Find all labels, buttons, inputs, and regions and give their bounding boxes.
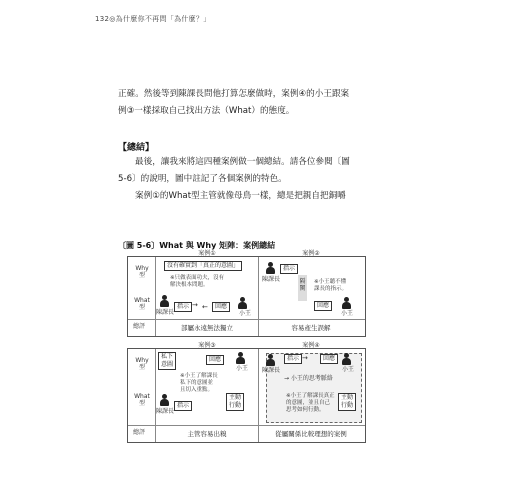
case-1-reply-box: 回應: [212, 302, 230, 312]
row-label-what: [132, 297, 152, 311]
case-4-manager-icon: [266, 354, 275, 366]
row-label-eval: 總評: [133, 429, 146, 436]
case-3-worker-label: 小王: [236, 365, 249, 372]
case-1-note-line-1: ※只做表面功夫，沒有: [170, 275, 225, 281]
case-3-note-line-2: 私下的意圖並: [180, 380, 214, 386]
paragraph-1: [118, 86, 418, 120]
case-3-eval: 主管容易出糗: [187, 430, 227, 438]
case-2-note: [314, 279, 347, 293]
case-4-thinking-label: → 小王的思考脈絡: [284, 375, 333, 382]
row-label-what-line-1: What: [134, 393, 150, 400]
paragraph-2: [118, 154, 418, 188]
case-2-eval: 容易產生誤解: [291, 324, 331, 332]
paragraph-3: 案例①的What型主管就像母鳥一樣，總是把親自把銅嚼: [135, 191, 346, 201]
paragraph-2-line-2: 5-6〕的說明，圖中註記了各個案例的特色。: [118, 174, 287, 184]
case-4-worker-label: 小王: [342, 366, 355, 373]
case-4-eval: 從屬關係比較理想的案例: [275, 430, 347, 438]
case-1-manager-label: 陳課長: [156, 309, 175, 316]
case-4-action-line-1: 主動: [341, 394, 354, 401]
case-2-note-line-1: ※小王聽不懂: [314, 279, 347, 285]
case-3-note: [180, 373, 218, 394]
case-3-private-line-2: 意圖: [161, 361, 174, 368]
case-3-manager-icon: [160, 394, 169, 406]
matrix-eval-divider: [128, 319, 365, 320]
case-3-reply-box: 回應: [206, 355, 224, 365]
case-4-worker-icon: [342, 353, 351, 365]
row-label-why-line-1: Why: [135, 357, 149, 364]
matrix-divider: [258, 349, 259, 442]
case-1-note-line-2: 解決根本問題。: [170, 282, 209, 288]
case-4-note: [286, 393, 335, 414]
case-4-instruct-box: 指示: [284, 354, 302, 364]
case-4-action-line-2: 行動: [341, 402, 354, 409]
row-label-why: [132, 265, 152, 279]
case-2-note-line-2: 課長的指示。: [314, 286, 348, 292]
row-label-what-line-2: 型: [138, 304, 145, 311]
matrix-upper: [127, 250, 366, 337]
case-1-manager-icon: [160, 295, 169, 307]
matrix-divider: [258, 257, 259, 336]
case-1-worker-label: 小王: [239, 310, 252, 317]
paragraph-1-line-1: 正確。然後等到陳課長問他打算怎麼做時，案例④的小王跟案: [118, 89, 350, 99]
row-label-what: [132, 393, 152, 407]
case-1-reply-arrow: ←: [202, 303, 208, 311]
figure-title: 〔圖 5-6〕What 與 Why 矩陣：案例總結: [118, 241, 276, 250]
section-heading: 【總結】: [118, 143, 155, 153]
case-3-action-box: [226, 393, 244, 411]
row-label-why: [132, 357, 152, 371]
case-4-note-line-2: 的意圖，並且自己: [286, 400, 331, 406]
case-3-instruct-box: 指示: [174, 401, 192, 411]
case-4-action-box: [338, 393, 356, 411]
row-label-what-line-1: What: [134, 297, 150, 304]
case-4-note-line-1: ※小王了解課長真正: [286, 393, 335, 399]
case-4-note-line-3: 思考如何行動。: [286, 407, 325, 413]
case-2-barrier-label: 隔閡: [299, 278, 306, 292]
case-2-manager-label: 陳課長: [262, 276, 281, 283]
matrix-lower: [127, 342, 366, 443]
case-1-worker-icon: [238, 297, 247, 309]
case-3-worker-icon: [236, 352, 245, 364]
paragraph-1-line-2: 例③一樣採取自己找出方法（What）的態度。: [118, 106, 295, 116]
case-2-manager-icon: [266, 262, 275, 274]
case-2-label: 案例②: [302, 250, 320, 257]
row-label-eval: 總評: [133, 323, 146, 330]
paragraph-2-line-1: 最後，讓我來將這四種案例做一個總結。請各位參閱〔圖: [135, 157, 350, 167]
case-3-manager-label: 陳課長: [156, 408, 175, 415]
case-2-reply-box: 回應: [314, 301, 332, 311]
matrix-eval-divider: [128, 425, 365, 426]
case-4-manager-label: 陳課長: [262, 367, 281, 374]
case-2-instruct-box: 指示: [280, 264, 298, 274]
case-3-action-line-1: 主動: [229, 394, 242, 401]
row-label-what-line-2: 型: [138, 400, 145, 407]
case-2-worker-icon: [342, 297, 351, 309]
row-label-why-line-2: 型: [138, 364, 145, 371]
case-3-note-line-1: ※小王了解課長: [180, 373, 218, 379]
case-1-note: [170, 275, 224, 289]
case-3-private-line-1: 私下: [161, 353, 174, 360]
row-label-why-line-2: 型: [138, 272, 145, 279]
case-1-instruct-box: 指示: [174, 302, 192, 312]
case-3-label: 案例③: [198, 342, 216, 349]
case-1-eval: 部屬永遠無法獨立: [181, 324, 233, 332]
case-4-reply-box: 回應: [320, 354, 338, 364]
case-4-label: 案例④: [302, 342, 320, 349]
case-3-note-line-3: 且切入重點。: [180, 387, 214, 393]
running-header: 132◎為什麼你不再問「為什麼？」: [95, 15, 211, 23]
case-1-label: 案例①: [198, 250, 216, 257]
case-3-private-intent-box: [158, 352, 176, 370]
case-1-instruct-arrow: →: [192, 301, 198, 309]
case-3-action-line-2: 行動: [229, 402, 242, 409]
case-2-worker-label: 小王: [341, 310, 354, 317]
case-1-speech-box: 沒有確實到「真正的意圖」: [164, 261, 242, 271]
row-label-why-line-1: Why: [135, 265, 149, 272]
case-4-instruct-arrow: →: [302, 354, 308, 362]
